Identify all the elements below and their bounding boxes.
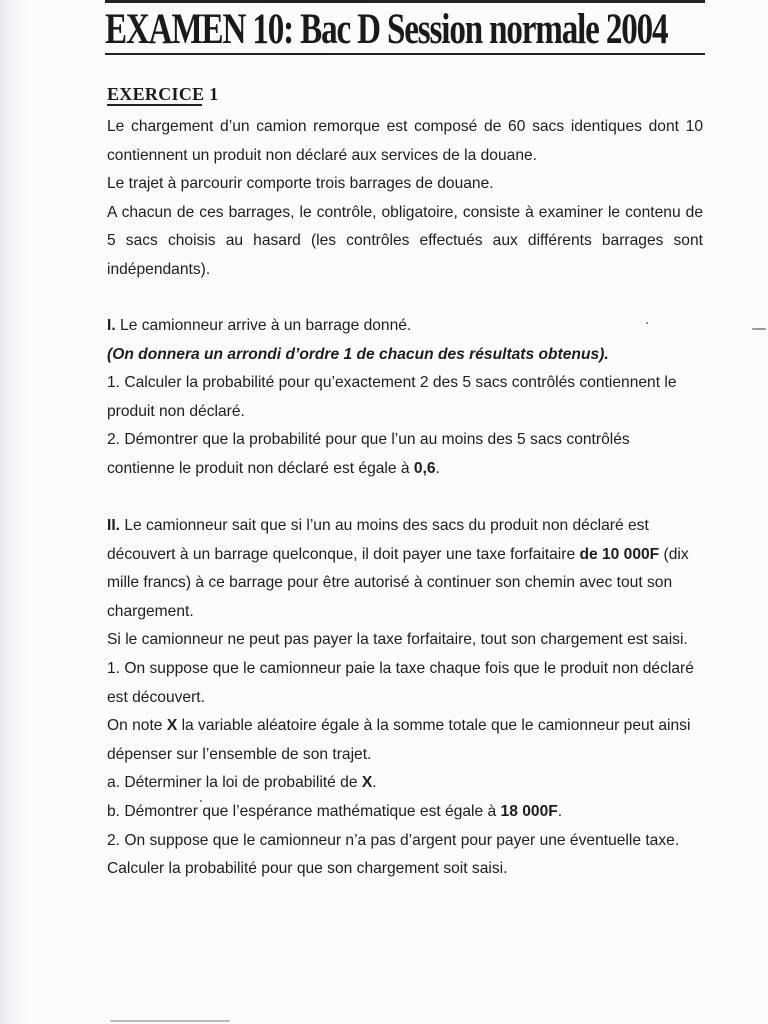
top-rule bbox=[105, 0, 705, 3]
intro-line: contiennent un produit non déclaré aux services de la douane. bbox=[107, 146, 537, 164]
exercise-heading-underline bbox=[107, 104, 202, 106]
scan-speck bbox=[200, 800, 202, 802]
intro-line: A chacun de ces barrages, le contrôle, obligatoire, consiste à examiner le contenu de bbox=[107, 203, 703, 221]
part-2-question-a bbox=[107, 769, 703, 798]
scan-speck bbox=[110, 1020, 230, 1022]
part-2-question-1-cont: est découvert. bbox=[107, 688, 205, 706]
variable-x: X bbox=[361, 774, 373, 792]
part-1-line: Le camionneur arrive à un barrage donné. bbox=[120, 317, 412, 334]
part-1-note: (On donnera un arrondi d’ordre 1 de chacun des résultats obtenus). bbox=[107, 345, 609, 363]
title-underline bbox=[105, 53, 705, 55]
part-1-question-2-text: contienne le produit non déclaré est égale à bbox=[107, 459, 414, 477]
part-2-line-2-end: (dix bbox=[659, 545, 689, 563]
scan-speck bbox=[646, 322, 648, 324]
intro-line: indépendants). bbox=[107, 260, 211, 278]
expected-value: 18 000F bbox=[500, 802, 558, 820]
part-2-question-1: 1. On suppose que le camionneur paie la taxe chaque fois que le produit non déclaré bbox=[107, 659, 694, 677]
part-2-line-5: Si le camionneur ne peut pas payer la taxe forfaitaire, tout son chargement est saisi. bbox=[107, 631, 688, 649]
part-1-marker: I. bbox=[107, 317, 116, 334]
variable-x: X bbox=[166, 717, 178, 735]
intro-line: Le trajet à parcourir comporte trois barrages de douane. bbox=[107, 175, 494, 193]
part-2 bbox=[107, 512, 703, 884]
part-1 bbox=[107, 312, 703, 484]
variable-note-end: la variable aléatoire égale à la somme totale que le camionneur peut ainsi bbox=[177, 717, 691, 735]
intro-paragraph bbox=[107, 113, 703, 285]
intro-line: Le chargement d’un camion remorque est composé de 60 sacs identiques dont 10 bbox=[107, 118, 703, 135]
part-1-question-1-cont: produit non déclaré. bbox=[107, 402, 245, 420]
question-a-end: . bbox=[372, 774, 377, 792]
part-2-marker: II. bbox=[107, 517, 120, 534]
part-1-question-2-end: . bbox=[435, 459, 440, 477]
part-1-intro bbox=[107, 312, 703, 341]
part-2-intro bbox=[107, 512, 703, 541]
part-2-variable-note bbox=[107, 712, 703, 741]
part-2-line-2-text: découvert à un barrage quelconque, il doit payer une taxe forfaitaire bbox=[107, 545, 580, 563]
part-1-question-2-cont bbox=[107, 455, 703, 484]
part-2-question-2: 2. On suppose que le camionneur n’a pas d’argent pour payer une éventuelle taxe. bbox=[107, 831, 680, 849]
question-b-text: b. Démontrer que l’espérance mathématique est égale à bbox=[107, 802, 501, 820]
variable-note-text: On note bbox=[107, 717, 167, 735]
part-2-line-2 bbox=[107, 541, 703, 570]
part-2-variable-note-cont: dépenser sur l’ensemble de son trajet. bbox=[107, 745, 372, 763]
tax-amount: de 10 000F bbox=[579, 545, 660, 563]
part-2-question-b bbox=[107, 798, 703, 827]
part-2-question-2-cont: Calculer la probabilité pour que son chargement soit saisi. bbox=[107, 860, 508, 878]
part-2-line-3: mille francs) à ce barrage pour être autorisé à continuer son chemin avec tout son bbox=[107, 574, 673, 592]
question-a-text: a. Déterminer la loi de probabilité de bbox=[107, 774, 362, 792]
question-b-end: . bbox=[557, 802, 563, 820]
exercise-heading: EXERCICE 1 bbox=[107, 84, 219, 104]
part-1-answer-value: 0,6 bbox=[413, 459, 436, 477]
page-title: EXAMEN 10: Bac D Session normale 2004 bbox=[105, 6, 668, 53]
part-1-question-1: 1. Calculer la probabilité pour qu’exactement 2 des 5 sacs contrôlés contiennent le bbox=[107, 374, 677, 392]
part-1-question-2: 2. Démontrer que la probabilité pour que l’un au moins des 5 sacs contrôlés bbox=[107, 431, 630, 449]
intro-line: 5 sacs choisis au hasard (les contrôles effectués aux différents barrages sont bbox=[107, 232, 703, 250]
part-2-line: Le camionneur sait que si l’un au moins des sacs du produit non déclaré est bbox=[124, 517, 649, 534]
scan-speck bbox=[752, 328, 766, 330]
part-2-line-4: chargement. bbox=[107, 602, 194, 620]
